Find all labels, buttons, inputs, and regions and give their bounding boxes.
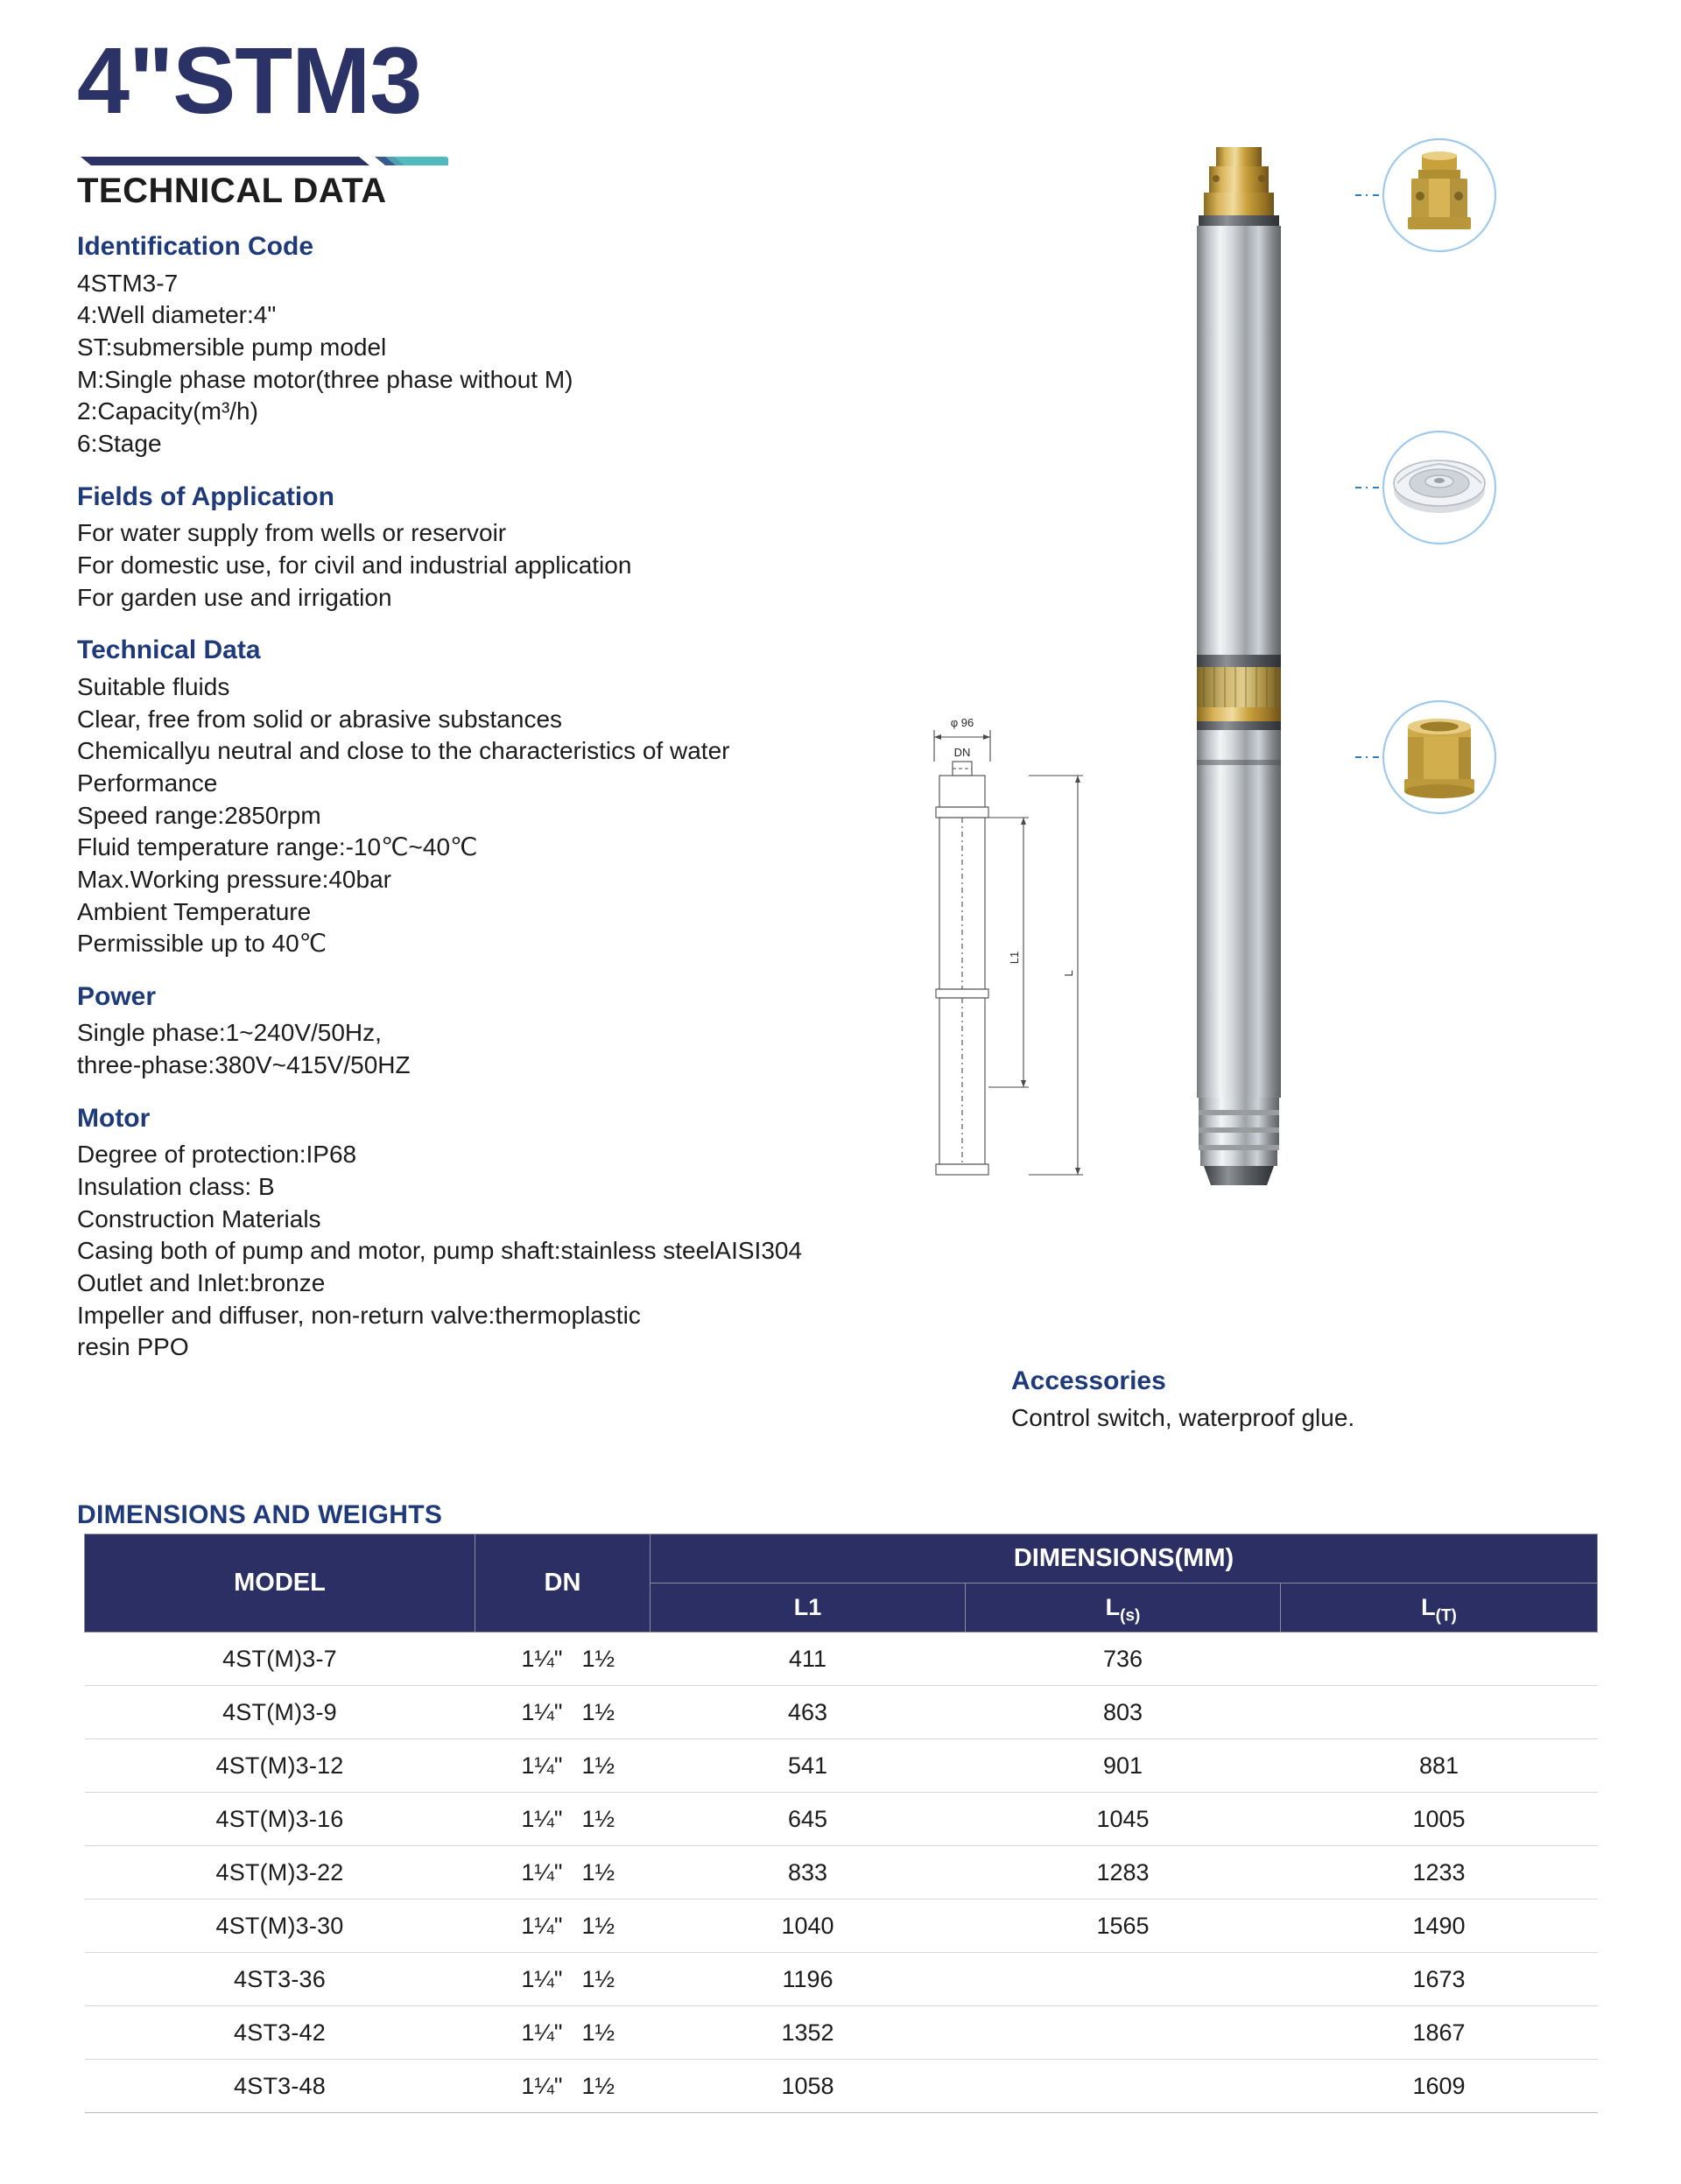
cell-dn (475, 1793, 651, 1846)
drawing-l1-label: L1 (1008, 951, 1021, 965)
cell-dn-b: 1½ (581, 1965, 615, 1992)
cell-ls (966, 1953, 1281, 2006)
header-dn: DN (475, 1534, 651, 1633)
cell-dn (475, 1633, 651, 1686)
identification-line: 2:Capacity(m³/h) (77, 397, 258, 425)
header-model: MODEL (85, 1534, 475, 1633)
table-row (85, 1793, 1598, 1846)
cell-lt: 1609 (1281, 2060, 1598, 2113)
cell-ls: 1045 (966, 1793, 1281, 1846)
identification-line: ST:submersible pump model (77, 333, 387, 361)
table-row (85, 1846, 1598, 1900)
cell-model: 4ST(M)3-22 (85, 1846, 475, 1900)
motor-line: Impeller and diffuser, non-return valve:thermoplastic (77, 1301, 641, 1329)
cell-dn-a: 1¼" (521, 1645, 563, 1672)
cell-dn (475, 1686, 651, 1739)
motor-line: resin PPO (77, 1333, 189, 1361)
cell-lt: 1233 (1281, 1846, 1598, 1900)
cell-model: 4ST(M)3-30 (85, 1900, 475, 1953)
identification-line: 4STM3-7 (77, 269, 179, 297)
heading-fields-of-application: Fields of Application (77, 481, 334, 511)
motor-line: Insulation class: B (77, 1173, 275, 1201)
drawing-diameter-label: φ 96 (950, 716, 974, 729)
cell-ls: 901 (966, 1739, 1281, 1793)
power-line: Single phase:1~240V/50Hz, (77, 1019, 382, 1047)
fields-line: For water supply from wells or reservoir (77, 519, 507, 547)
cell-model: 4ST(M)3-7 (85, 1633, 475, 1686)
heading-motor: Motor (77, 1103, 151, 1133)
cell-l1: 833 (651, 1846, 966, 1900)
dimensions-table (84, 1534, 1598, 2113)
table-row (85, 2060, 1598, 2113)
motor-line: Outlet and Inlet:bronze (77, 1269, 326, 1297)
cell-ls (966, 2060, 1281, 2113)
detail-callout-inlet (1354, 692, 1502, 823)
cell-model: 4ST(M)3-12 (85, 1739, 475, 1793)
cell-lt (1281, 1686, 1598, 1739)
cell-dn (475, 2060, 651, 2113)
dimensions-weights-heading: DIMENSIONS AND WEIGHTS (77, 1500, 443, 1529)
heading-technical-data: Technical Data (77, 636, 261, 665)
table-row (85, 1739, 1598, 1793)
drawing-l-label: L (1062, 970, 1075, 977)
cell-ls: 736 (966, 1633, 1281, 1686)
accessories-line: Control switch, waterproof glue. (1011, 1403, 1355, 1431)
technical-line: Ambient Temperature (77, 897, 312, 925)
identification-line: 4:Well diameter:4" (77, 301, 277, 329)
dimensions-table-wrapper (84, 1534, 1597, 2113)
fields-line: For garden use and irrigation (77, 583, 392, 611)
header-ls (966, 1584, 1281, 1633)
cell-model: 4ST3-42 (85, 2006, 475, 2060)
cell-model: 4ST3-36 (85, 1953, 475, 2006)
cell-lt (1281, 1633, 1598, 1686)
cell-dn (475, 1953, 651, 2006)
cell-dn-b: 1½ (581, 1698, 615, 1725)
cell-dn-a: 1¼" (521, 1805, 563, 1832)
cell-dn-b: 1½ (581, 1645, 615, 1672)
specifications-column (77, 229, 1005, 1364)
dimensions-table-body (85, 1633, 1598, 2113)
cell-model: 4ST(M)3-9 (85, 1686, 475, 1739)
identification-line: M:Single phase motor(three phase without M) (77, 365, 573, 393)
cell-dn (475, 1846, 651, 1900)
header-dimensions: DIMENSIONS(MM) (651, 1534, 1598, 1584)
heading-accessories: Accessories (1011, 1366, 1166, 1395)
cell-dn-a: 1¼" (521, 2072, 563, 2099)
heading-identification-code: Identification Code (77, 232, 313, 261)
cell-lt: 881 (1281, 1739, 1598, 1793)
table-header-row-1 (85, 1534, 1598, 1584)
motor-line: Casing both of pump and motor, pump shaft:stainless steelAISI304 (77, 1237, 803, 1265)
cell-ls: 803 (966, 1686, 1281, 1739)
cell-l1: 1058 (651, 2060, 966, 2113)
cell-lt: 1673 (1281, 1953, 1598, 2006)
cell-l1: 541 (651, 1739, 966, 1793)
header-divider (81, 154, 448, 168)
header-lt-main: L (1421, 1594, 1436, 1620)
cell-l1: 463 (651, 1686, 966, 1739)
motor-line: Construction Materials (77, 1204, 321, 1232)
identification-line: 6:Stage (77, 429, 162, 457)
cell-lt: 1490 (1281, 1900, 1598, 1953)
table-row (85, 1953, 1598, 2006)
header-ls-sub: (s) (1120, 1606, 1141, 1626)
fields-line: For domestic use, for civil and industrial application (77, 551, 632, 579)
page-header (77, 27, 422, 133)
cell-dn-b: 1½ (581, 2019, 615, 2046)
accessories-section (1011, 1364, 1624, 1434)
table-row (85, 1900, 1598, 1953)
technical-line: Speed range:2850rpm (77, 801, 321, 829)
technical-line: Performance (77, 769, 218, 797)
technical-line: Permissible up to 40℃ (77, 930, 327, 958)
cell-l1: 1352 (651, 2006, 966, 2060)
cell-model: 4ST(M)3-16 (85, 1793, 475, 1846)
cell-dn-a: 1¼" (521, 1698, 563, 1725)
cell-l1: 1040 (651, 1900, 966, 1953)
detail-callout-impeller (1354, 422, 1502, 553)
cell-lt: 1005 (1281, 1793, 1598, 1846)
header-l1: L1 (651, 1584, 966, 1633)
cell-lt: 1867 (1281, 2006, 1598, 2060)
cell-ls (966, 2006, 1281, 2060)
technical-line: Clear, free from solid or abrasive substances (77, 705, 563, 733)
cell-dn (475, 1739, 651, 1793)
header-lt-sub: (T) (1435, 1606, 1457, 1626)
page-title: 4"STM3 (77, 27, 422, 133)
technical-line: Suitable fluids (77, 672, 230, 700)
cell-ls: 1565 (966, 1900, 1281, 1953)
detail-callout-outlet (1354, 130, 1502, 261)
technical-line: Chemicallyu neutral and close to the characteristics of water (77, 737, 730, 765)
table-row (85, 1633, 1598, 1686)
cell-ls: 1283 (966, 1846, 1281, 1900)
technical-line: Fluid temperature range:-10℃~40℃ (77, 833, 478, 861)
cell-l1: 411 (651, 1633, 966, 1686)
cell-dn-b: 1½ (581, 1912, 615, 1939)
cell-dn-a: 1¼" (521, 1858, 563, 1886)
technical-line: Max.Working pressure:40bar (77, 865, 391, 893)
cell-dn-a: 1¼" (521, 1965, 563, 1992)
header-lt (1281, 1584, 1598, 1633)
page-subtitle: TECHNICAL DATA (77, 172, 387, 210)
cell-l1: 1196 (651, 1953, 966, 2006)
cell-dn-a: 1¼" (521, 1912, 563, 1939)
heading-power: Power (77, 981, 157, 1011)
pump-photo (1178, 147, 1300, 1208)
cell-dn-b: 1½ (581, 1752, 615, 1779)
cell-dn-a: 1¼" (521, 1752, 563, 1779)
motor-line: Degree of protection:IP68 (77, 1141, 357, 1169)
cell-dn (475, 2006, 651, 2060)
cell-model: 4ST3-48 (85, 2060, 475, 2113)
cell-dn-b: 1½ (581, 1858, 615, 1886)
cell-l1: 645 (651, 1793, 966, 1846)
table-row (85, 2006, 1598, 2060)
drawing-dn-label: DN (953, 746, 971, 759)
table-row (85, 1686, 1598, 1739)
cell-dn (475, 1900, 651, 1953)
power-line: three-phase:380V~415V/50HZ (77, 1051, 411, 1079)
cell-dn-b: 1½ (581, 2072, 615, 2099)
technical-drawing (915, 711, 1169, 1227)
cell-dn-b: 1½ (581, 1805, 615, 1832)
header-ls-main: L (1105, 1594, 1121, 1620)
cell-dn-a: 1¼" (521, 2019, 563, 2046)
